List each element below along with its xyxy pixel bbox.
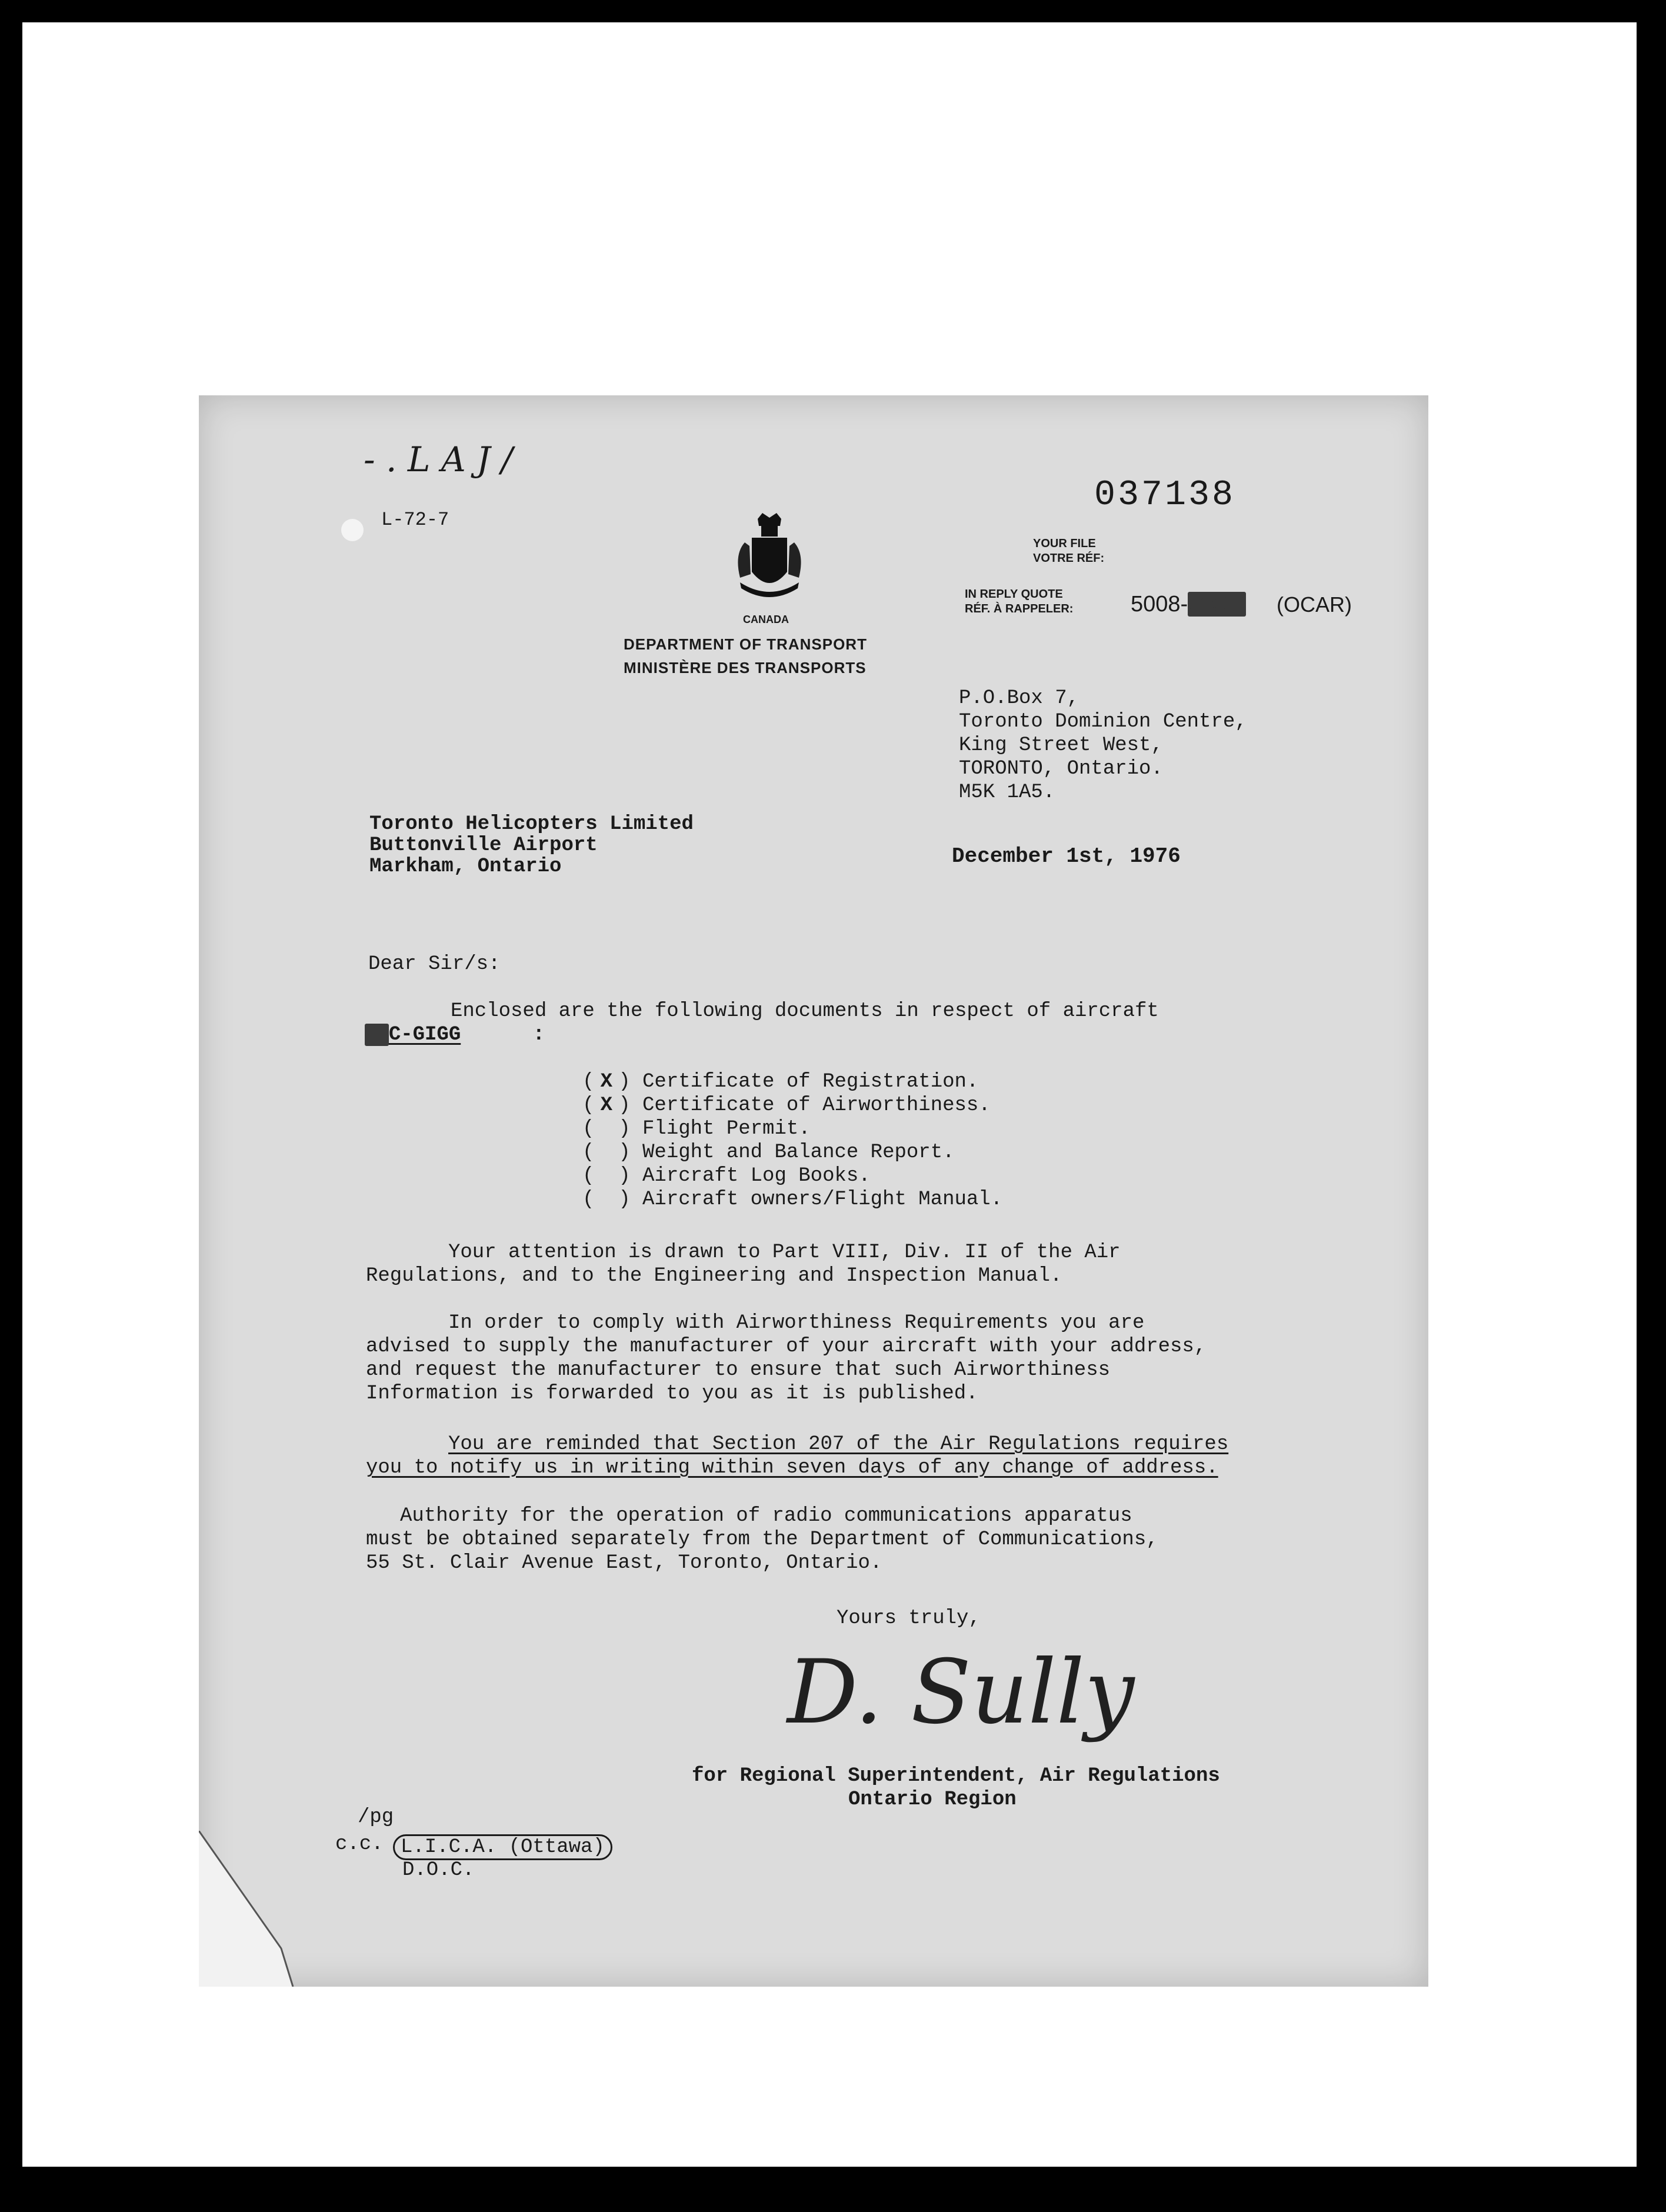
- document-list-item: ( ) Aircraft Log Books.: [582, 1165, 871, 1187]
- paragraph-line: 55 St. Clair Avenue East, Toronto, Ontario.: [366, 1552, 882, 1574]
- document-checkbox: [594, 1190, 618, 1210]
- document-list-item: ( X ) Certificate of Registration.: [582, 1071, 979, 1093]
- sender-address-line: P.O.Box 7,: [959, 687, 1079, 709]
- staple-hole: [341, 519, 364, 541]
- handwritten-top-mark: - . L A J /: [364, 439, 513, 479]
- paragraph-line: advised to supply the manufacturer of your aircraft with your address,: [366, 1335, 1207, 1358]
- sender-address-line: TORONTO, Ontario.: [959, 758, 1163, 780]
- reply-reference-code: GIGG: [1188, 592, 1247, 617]
- recipient-address-line: Markham, Ontario: [369, 855, 562, 878]
- document-checkbox: X: [600, 1094, 612, 1117]
- document-checkbox: [594, 1142, 618, 1162]
- document-label: Aircraft Log Books.: [642, 1165, 871, 1187]
- reply-reference-suffix: (OCAR): [1277, 592, 1352, 617]
- paragraph-line: Your attention is drawn to Part VIII, Div. II of the Air: [448, 1241, 1121, 1264]
- your-file-label-en: YOUR FILE: [1033, 537, 1096, 550]
- intro-line: Enclosed are the following documents in respect of aircraft: [451, 1000, 1159, 1022]
- closing: Yours truly,: [837, 1607, 981, 1630]
- paragraph-line: and request the manufacturer to ensure that such Airworthiness: [366, 1359, 1111, 1381]
- aircraft-registration: CFC-GIGG :: [365, 1024, 545, 1046]
- folded-corner: [199, 1831, 316, 1987]
- crest-label: CANADA: [743, 614, 789, 625]
- document-label: Aircraft owners/Flight Manual.: [642, 1188, 1003, 1211]
- department-name-english: DEPARTMENT OF TRANSPORT: [624, 635, 867, 653]
- paragraph-line: In order to comply with Airworthiness Requirements you are: [448, 1312, 1145, 1334]
- document-checkbox: [594, 1166, 618, 1186]
- document-number: 037138: [1094, 475, 1236, 515]
- document-checkbox: X: [600, 1071, 612, 1093]
- paragraph-line: Regulations, and to the Engineering and Inspection Manual.: [366, 1265, 1062, 1287]
- file-number: L-72-7: [381, 509, 449, 531]
- document-label: Weight and Balance Report.: [642, 1141, 955, 1164]
- document-list-item: ( X ) Certificate of Airworthiness.: [582, 1094, 991, 1117]
- letter-date: December 1st, 1976: [952, 844, 1181, 868]
- sender-address-line: M5K 1A5.: [959, 781, 1055, 804]
- canada-coat-of-arms-icon: [728, 513, 811, 613]
- document-checkbox: [594, 1119, 618, 1139]
- cc-recipient-1: L.I.C.A. (Ottawa): [393, 1834, 612, 1860]
- your-file-label-fr: VOTRE RÉF:: [1033, 552, 1105, 565]
- document-label: Certificate of Registration.: [642, 1071, 979, 1093]
- sender-address-line: King Street West,: [959, 734, 1163, 757]
- salutation: Dear Sir/s:: [368, 953, 501, 975]
- cc-recipient-2: D.O.C.: [402, 1859, 475, 1881]
- paragraph-line: you to notify us in writing within seven days of any change of address.: [366, 1457, 1218, 1479]
- letter-page: [199, 395, 1428, 1987]
- reply-reference: 5008-GIGG: [1131, 592, 1247, 617]
- reply-quote-label-en: IN REPLY QUOTE: [965, 588, 1063, 601]
- signatory-region: Ontario Region: [848, 1788, 1017, 1811]
- paragraph-line: must be obtained separately from the Department of Communications,: [366, 1528, 1158, 1551]
- document-label: Certificate of Airworthiness.: [642, 1094, 991, 1117]
- document-list-item: ( ) Aircraft owners/Flight Manual.: [582, 1188, 1003, 1211]
- department-name-french: MINISTÈRE DES TRANSPORTS: [624, 659, 867, 677]
- paragraph-line: Information is forwarded to you as it is published.: [366, 1382, 978, 1405]
- document-label: Flight Permit.: [642, 1118, 811, 1140]
- recipient-address-line: Toronto Helicopters Limited: [369, 813, 694, 835]
- signature: D. Sully: [787, 1641, 1135, 1744]
- document-list-item: ( ) Flight Permit.: [582, 1118, 811, 1140]
- recipient-address-line: Buttonville Airport: [369, 834, 598, 857]
- paragraph-line: You are reminded that Section 207 of the Air Regulations requires: [448, 1433, 1229, 1455]
- sender-address-line: Toronto Dominion Centre,: [959, 711, 1247, 733]
- paragraph-line: Authority for the operation of radio communications apparatus: [400, 1505, 1132, 1527]
- cc-label: c.c.: [335, 1833, 384, 1855]
- typist-initials: /pg: [358, 1806, 394, 1828]
- signatory-title: for Regional Superintendent, Air Regulations: [692, 1765, 1220, 1787]
- reply-quote-label-fr: RÉF. À RAPPELER:: [965, 602, 1074, 615]
- document-list-item: ( ) Weight and Balance Report.: [582, 1141, 955, 1164]
